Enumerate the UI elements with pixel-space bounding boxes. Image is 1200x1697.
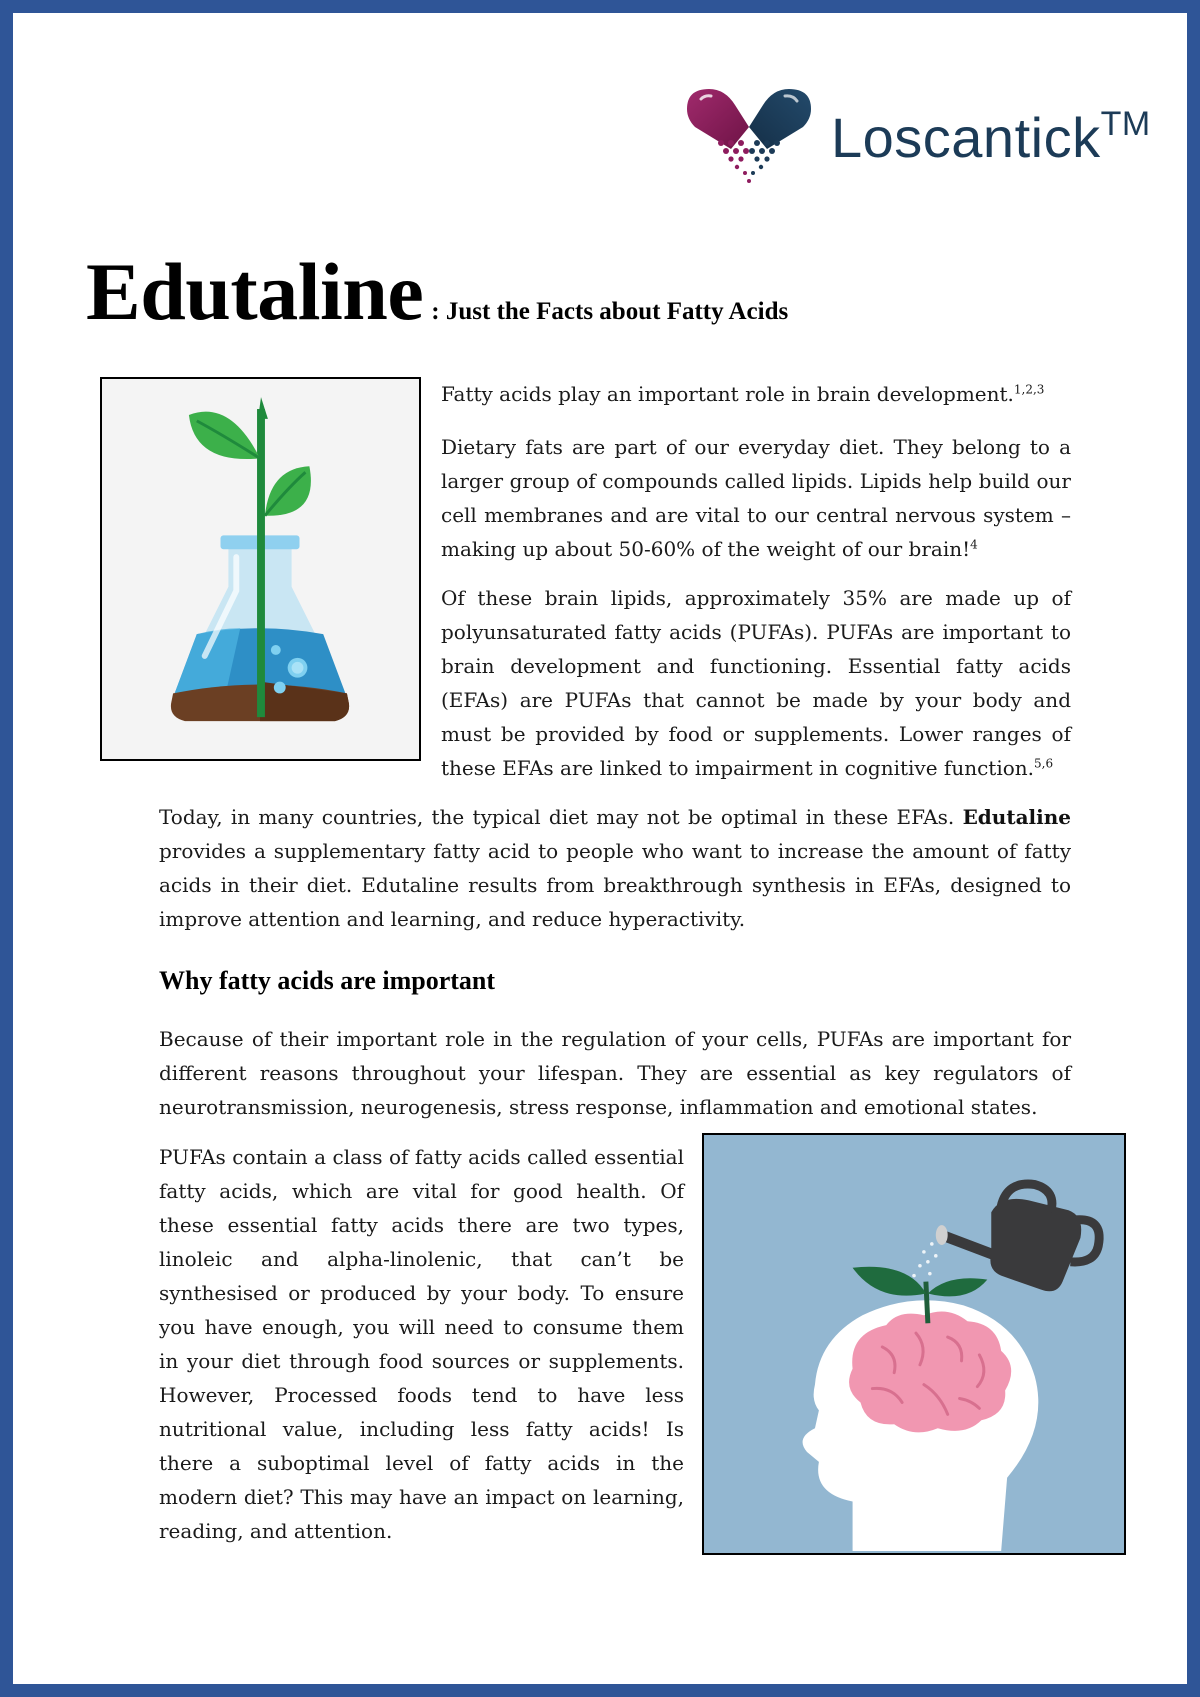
citation-refs: 1,2,3 — [1013, 382, 1045, 397]
document-title — [86, 245, 788, 339]
flask-plant-image — [100, 377, 421, 761]
product-name-bold: Edutaline — [962, 805, 1071, 829]
section-heading: Why fatty acids are important — [159, 966, 496, 995]
citation-refs: 5,6 — [1034, 756, 1054, 771]
brand-logo — [681, 87, 1151, 187]
essential-fatty-acids-paragraph: PUFAs contain a class of fatty acids called essential fatty acids, which are vital for good health. Of these essential fatty acids there are two types, linoleic and alpha-linolenic, that can’t be synthesised or produced by your body. To ensure you have enough, you will need to consume them in your diet through food sources or supplements. However, Processed foods tend to have less nutritional value, including less fatty acids! Is there a suboptimal level of fatty acids in the modern diet? This may have an impact on learning, reading, and attention. — [159, 1145, 684, 1543]
intro-paragraph: Fatty acids play an important role in brain development.$^{1,2,3}$ — [441, 382, 1045, 406]
brain-lipids-paragraph: Of these brain lipids, approximately 35% are made up of polyunsaturated fatty acids (PUFAs). PUFAs are important to brain development and functioning. Essential fatty acids (EFAs) are PUFAs that cannot be made by your body and must be provided by food or supplements. Lower ranges of these EFAs are linked to impairment in cognitive function.$^{5,6}$ — [441, 586, 1071, 780]
pufa-role-paragraph: Because of their important role in the regulation of your cells, PUFAs are important for different reasons throughout your lifespan. They are essential as key regulators of neurotransmission, neurogenesis, stress response, inflammation and emotional states. — [159, 1027, 1071, 1119]
brain-watering-image — [702, 1133, 1126, 1555]
brand-name: Loscantick™ — [831, 104, 1151, 169]
edutaline-paragraph: Today, in many countries, the typical diet may not be optimal in these EFAs. Edutaline provides a supplementary fatty acid to people who want to increase the amount of fatty acids in their diet. Edutaline results from breakthrough synthesis in EFAs, designed to improve attention and learning, and reduce hyperactivity. — [159, 805, 1071, 931]
flask-with-plant-icon — [102, 379, 419, 759]
dietary-fats-paragraph: Dietary fats are part of our everyday diet. They belong to a larger group of compounds called lipids. Lipids help build our cell membranes and are vital to our central nervous system – making up about 50-60% of the weight of our brain!$^4$ — [441, 435, 1071, 561]
title-main: Edutaline — [86, 246, 424, 337]
title-subtitle: : Just the Facts about Fatty Acids — [431, 298, 789, 325]
trademark-mark: TM — [1100, 104, 1151, 143]
head-brain-watering-can-icon — [704, 1135, 1124, 1553]
citation-refs: 4 — [970, 537, 978, 552]
heart-capsule-icon — [681, 87, 817, 187]
